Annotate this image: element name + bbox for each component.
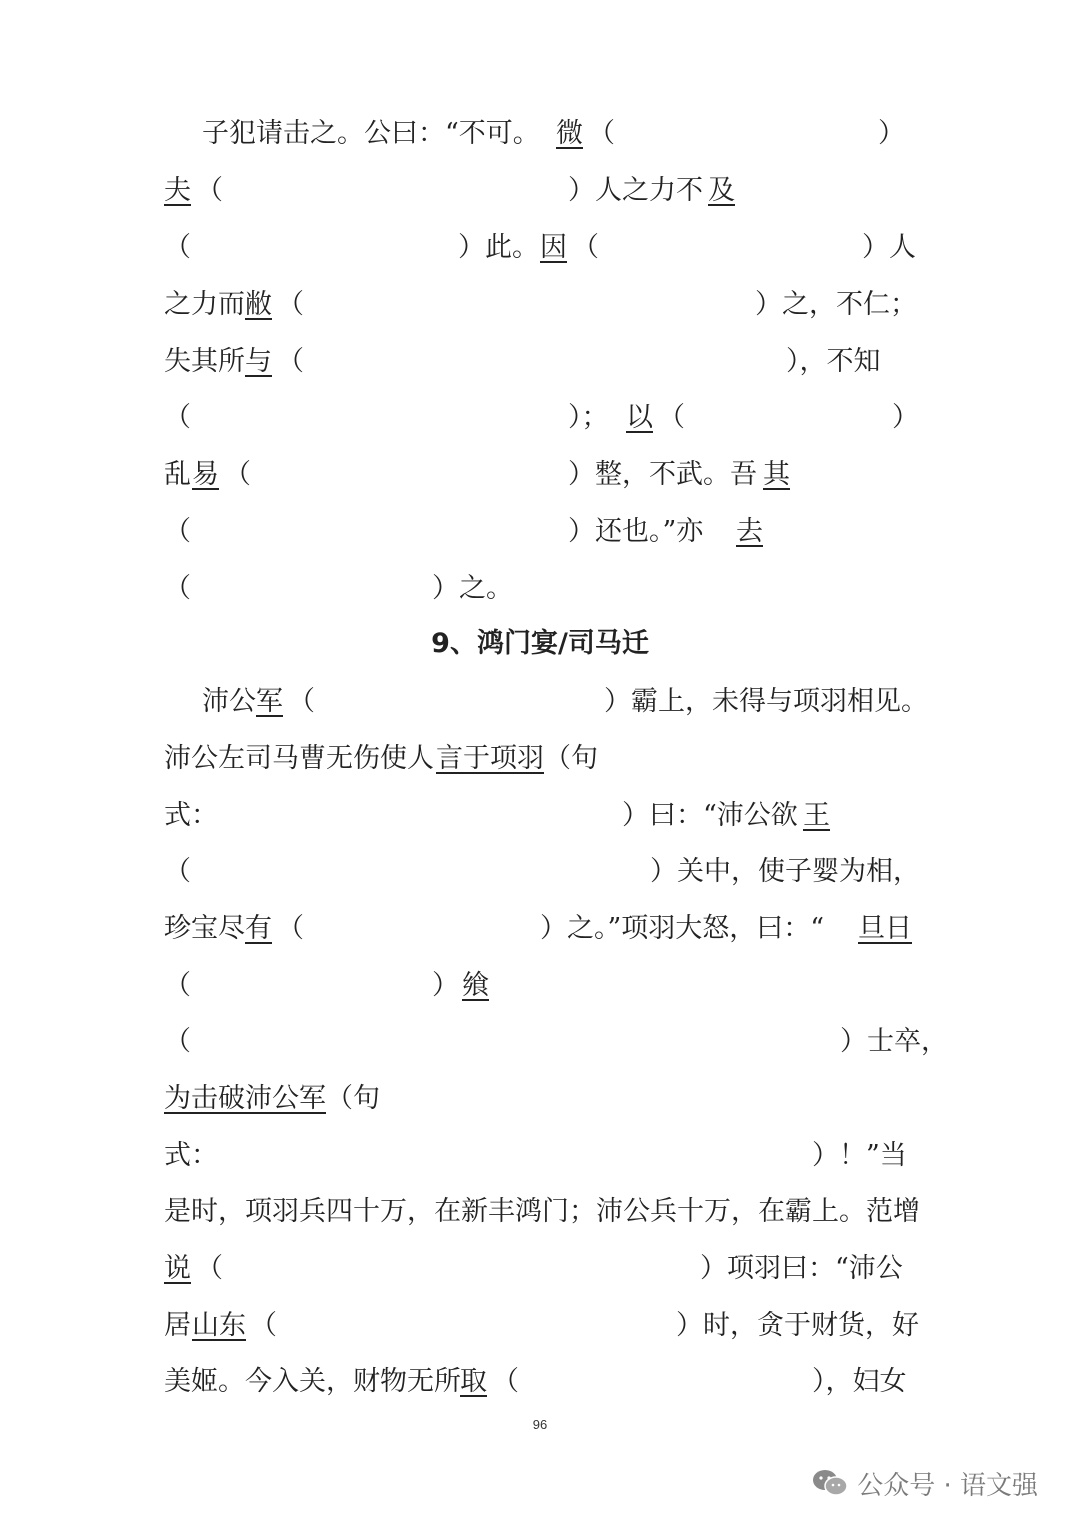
text-line: [0, 964, 1080, 1008]
text-segment: （: [588, 118, 615, 149]
text-segment: ）！”当: [812, 1140, 907, 1171]
annotated-word: 与: [245, 346, 272, 377]
annotated-word: 因: [540, 232, 567, 263]
text-line: [0, 1134, 1080, 1178]
text-segment: ）关中，使子婴为相，: [650, 856, 920, 887]
text-line: [0, 567, 1080, 611]
text-line: [0, 1020, 1080, 1064]
text-segment: ）整，不武。吾: [568, 459, 757, 490]
text-line: [0, 1247, 1080, 1291]
annotated-word: 易: [192, 459, 219, 490]
text-segment: 之力而: [164, 289, 245, 320]
text-line: [0, 1360, 1080, 1404]
watermark: [805, 1463, 1044, 1503]
text-segment: （: [250, 1310, 277, 1341]
text-line: [0, 396, 1080, 440]
text-segment: ）士卒，: [840, 1026, 948, 1057]
text-segment: ）之，不仁；: [755, 289, 917, 320]
text-segment: ）: [878, 118, 905, 149]
annotated-word: 说: [164, 1253, 191, 1284]
text-segment: ）之。: [432, 573, 513, 604]
text-line: [0, 283, 1080, 327]
text-segment: ）此。: [458, 232, 539, 263]
annotated-word: 飨: [462, 970, 489, 1001]
annotated-word: 微: [556, 118, 583, 149]
text-line: [0, 1077, 1080, 1121]
text-segment: （句: [326, 1083, 380, 1114]
text-segment: （: [164, 516, 191, 547]
text-segment: 沛公: [202, 686, 256, 717]
text-segment: ）人: [862, 232, 916, 263]
text-segment: （: [224, 459, 251, 490]
text-segment: （句: [544, 743, 598, 774]
annotated-word: 去: [736, 516, 763, 547]
text-segment: ）时，贪于财货，好: [676, 1310, 919, 1341]
text-segment: 失其所: [164, 346, 245, 377]
text-line: [0, 112, 1080, 156]
wechat-icon: [811, 1467, 849, 1499]
text-segment: ）: [892, 402, 919, 433]
text-line: [0, 680, 1080, 724]
text-segment: （: [164, 970, 191, 1001]
annotated-word: 及: [708, 175, 735, 206]
annotated-word: 军: [256, 686, 283, 717]
text-line: [0, 1190, 1080, 1234]
text-segment: 沛公左司马曹无伤使人: [164, 743, 434, 774]
text-line: [0, 907, 1080, 951]
text-segment: （: [164, 1026, 191, 1057]
text-segment: （: [572, 232, 599, 263]
text-segment: ）之。”项羽大怒，曰：“: [540, 913, 825, 944]
text-segment: 居: [164, 1310, 191, 1341]
text-segment: ）人之力不: [568, 175, 703, 206]
text-segment: （: [658, 402, 685, 433]
text-segment: ）曰：“沛公欲: [622, 800, 798, 831]
annotated-word: 山东: [192, 1310, 246, 1341]
text-segment: （: [196, 175, 223, 206]
text-segment: 珍宝尽: [164, 913, 245, 944]
text-line: [0, 340, 1080, 384]
annotated-word: 以: [626, 402, 653, 433]
text-line: [0, 794, 1080, 838]
watermark-text: 公众号 · 语文强: [857, 1470, 1038, 1501]
text-segment: ）还也。”亦: [568, 516, 704, 547]
text-segment: （: [277, 289, 304, 320]
text-segment: 式：: [164, 800, 218, 831]
section-heading: 9、鸿门宴/司马迁: [431, 628, 649, 659]
text-line: [0, 510, 1080, 554]
text-line: [0, 1304, 1080, 1348]
annotated-word: 其: [763, 459, 790, 490]
text-segment: ），不知: [786, 346, 881, 377]
text-segment: ）霸上，未得与项羽相见。: [604, 686, 928, 717]
text-segment: 是时，项羽兵四十万，在新丰鸿门；沛公兵十万，在霸上。范增: [164, 1196, 920, 1227]
text-segment: （: [164, 232, 191, 263]
text-segment: （: [164, 856, 191, 887]
text-segment: （: [492, 1366, 519, 1397]
text-segment: （: [277, 346, 304, 377]
text-segment: （: [196, 1253, 223, 1284]
text-line: [0, 737, 1080, 781]
text-segment: 美姬。今入关，财物无所: [164, 1366, 461, 1397]
annotated-word: 有: [245, 913, 272, 944]
annotated-word: 王: [803, 800, 830, 831]
text-segment: 子犯请击之。公曰：“不可。: [202, 118, 540, 149]
text-segment: ），妇女: [812, 1366, 907, 1397]
text-segment: ）；: [568, 402, 609, 433]
text-segment: ）项羽曰：“沛公: [700, 1253, 903, 1284]
text-segment: （: [288, 686, 315, 717]
text-line: [0, 169, 1080, 213]
annotated-word: 旦日: [858, 913, 912, 944]
annotated-word: 取: [460, 1366, 487, 1397]
text-line: [0, 453, 1080, 497]
text-segment: 式：: [164, 1140, 218, 1171]
page-number: 96: [532, 1417, 548, 1432]
text-segment: ）: [432, 970, 459, 1001]
annotated-word: 为击破沛公军: [164, 1083, 326, 1114]
text-segment: （: [164, 573, 191, 604]
annotated-word: 言于项羽: [436, 743, 544, 774]
text-segment: （: [164, 402, 191, 433]
text-segment: 乱: [164, 459, 191, 490]
annotated-word: 敝: [245, 289, 272, 320]
text-line: [0, 226, 1080, 270]
text-line: [0, 850, 1080, 894]
text-segment: （: [277, 913, 304, 944]
annotated-word: 夫: [164, 175, 191, 206]
